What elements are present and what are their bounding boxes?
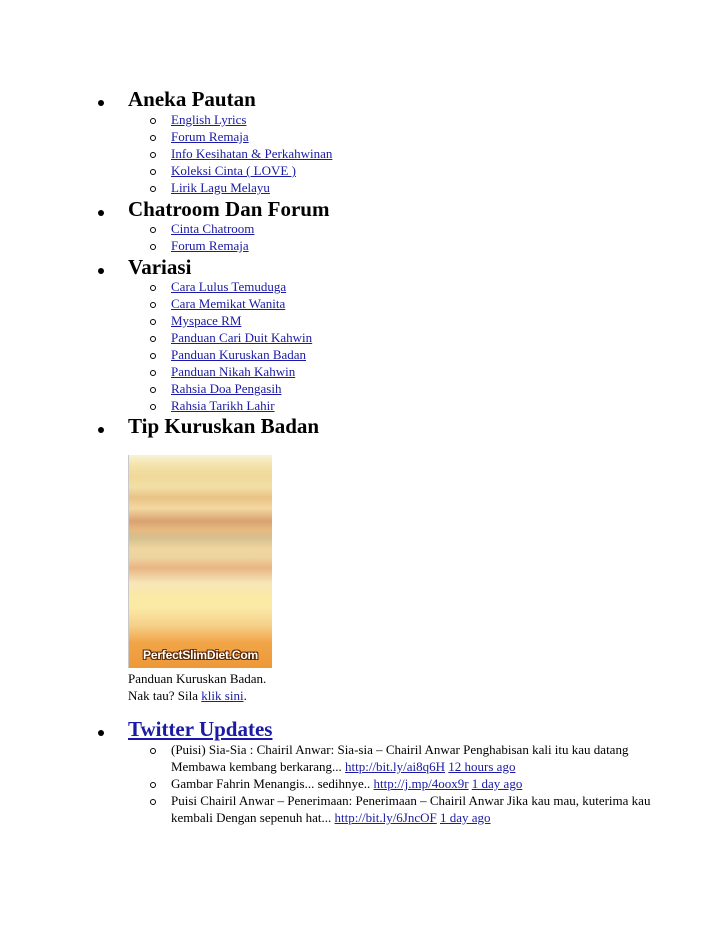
circle-bullet-icon (150, 748, 156, 754)
promo-caption-line1: Panduan Kuruskan Badan. (128, 671, 267, 686)
link-panduan-kuruskan-badan[interactable]: Panduan Kuruskan Badan (171, 347, 307, 362)
link-rahsia-tarikh-lahir[interactable]: Rahsia Tarikh Lahir (171, 398, 275, 413)
tweet-time[interactable]: 1 day ago (440, 810, 491, 825)
tweet-link[interactable]: http://bit.ly/6JncOF (334, 810, 437, 825)
circle-bullet-icon (150, 302, 156, 308)
section-bullet (98, 268, 104, 274)
circle-bullet-icon (150, 404, 156, 410)
section-title-chatroom-dan-forum: Chatroom Dan Forum (128, 197, 330, 221)
circle-bullet-icon (150, 135, 156, 141)
section-bullet (98, 427, 104, 433)
section-title-twitter-updates[interactable]: Twitter Updates (128, 717, 273, 741)
link-koleksi-cinta[interactable]: Koleksi Cinta ( LOVE ) (171, 163, 296, 178)
promo-banner-image[interactable] (128, 455, 272, 668)
section-bullet (98, 100, 104, 106)
section-title-aneka-pautan: Aneka Pautan (128, 87, 256, 111)
circle-bullet-icon (150, 186, 156, 192)
link-forum-remaja[interactable]: Forum Remaja (171, 129, 249, 144)
circle-bullet-icon (150, 370, 156, 376)
promo-caption-line2 (128, 687, 247, 704)
section-title-variasi: Variasi (128, 255, 192, 279)
circle-bullet-icon (150, 353, 156, 359)
circle-bullet-icon (150, 118, 156, 124)
twitter-updates-list (150, 741, 670, 826)
tweet-body (171, 792, 670, 826)
link-rahsia-doa-pengasih[interactable]: Rahsia Doa Pengasih (171, 381, 282, 396)
tweet-body (171, 775, 670, 792)
circle-bullet-icon (150, 387, 156, 393)
section-title-tip-kuruskan-badan: Tip Kuruskan Badan (128, 414, 320, 438)
link-forum-remaja[interactable]: Forum Remaja (171, 238, 249, 253)
tweet-text: Gambar Fahrin Menangis... sedihnye.. (171, 776, 374, 791)
tweet-item (150, 792, 670, 826)
tweet-item (150, 775, 670, 792)
circle-bullet-icon (150, 152, 156, 158)
circle-bullet-icon (150, 227, 156, 233)
link-lirik-lagu-melayu[interactable]: Lirik Lagu Melayu (171, 180, 270, 195)
tweet-text: (Puisi) Sia-Sia : Chairil Anwar: Sia-sia – Chairil Anwar Penghabisan kali itu kau datang Membawa kembang berkarang... (171, 742, 629, 774)
section-bullet (98, 730, 104, 736)
klik-sini-link[interactable]: klik sini (201, 688, 244, 703)
promo-caption-suffix: . (243, 688, 247, 703)
link-panduan-nikah-kahwin[interactable]: Panduan Nikah Kahwin (171, 364, 296, 379)
link-myspace-rm[interactable]: Myspace RM (171, 313, 242, 328)
link-cara-lulus-temuduga[interactable]: Cara Lulus Temuduga (171, 279, 287, 294)
circle-bullet-icon (150, 169, 156, 175)
circle-bullet-icon (150, 336, 156, 342)
tweet-time[interactable]: 12 hours ago (448, 759, 516, 774)
tweet-link[interactable]: http://j.mp/4oox9r (373, 776, 469, 791)
tweet-time[interactable]: 1 day ago (471, 776, 523, 791)
circle-bullet-icon (150, 782, 156, 788)
tweet-item (150, 741, 670, 775)
link-cara-memikat-wanita[interactable]: Cara Memikat Wanita (171, 296, 286, 311)
tweet-body (171, 741, 670, 775)
section-bullet (98, 210, 104, 216)
circle-bullet-icon (150, 799, 156, 805)
promo-banner-text: PerfectSlimDiet.Com (143, 648, 258, 662)
link-cinta-chatroom[interactable]: Cinta Chatroom (171, 221, 255, 236)
tweet-link[interactable]: http://bit.ly/ai8q6H (345, 759, 446, 774)
circle-bullet-icon (150, 319, 156, 325)
tweet-text: Puisi Chairil Anwar – Penerimaan: Penerimaan – Chairil Anwar Jika kau mau, kuterima kau kembali Dengan sepenuh hat... (171, 793, 651, 825)
link-panduan-cari-duit-kahwin[interactable]: Panduan Cari Duit Kahwin (171, 330, 313, 345)
circle-bullet-icon (150, 285, 156, 291)
circle-bullet-icon (150, 244, 156, 250)
link-english-lyrics[interactable]: English Lyrics (171, 112, 247, 127)
promo-caption-prefix: Nak tau? Sila (128, 688, 202, 703)
link-info-kesihatan[interactable]: Info Kesihatan & Perkahwinan (171, 146, 333, 161)
